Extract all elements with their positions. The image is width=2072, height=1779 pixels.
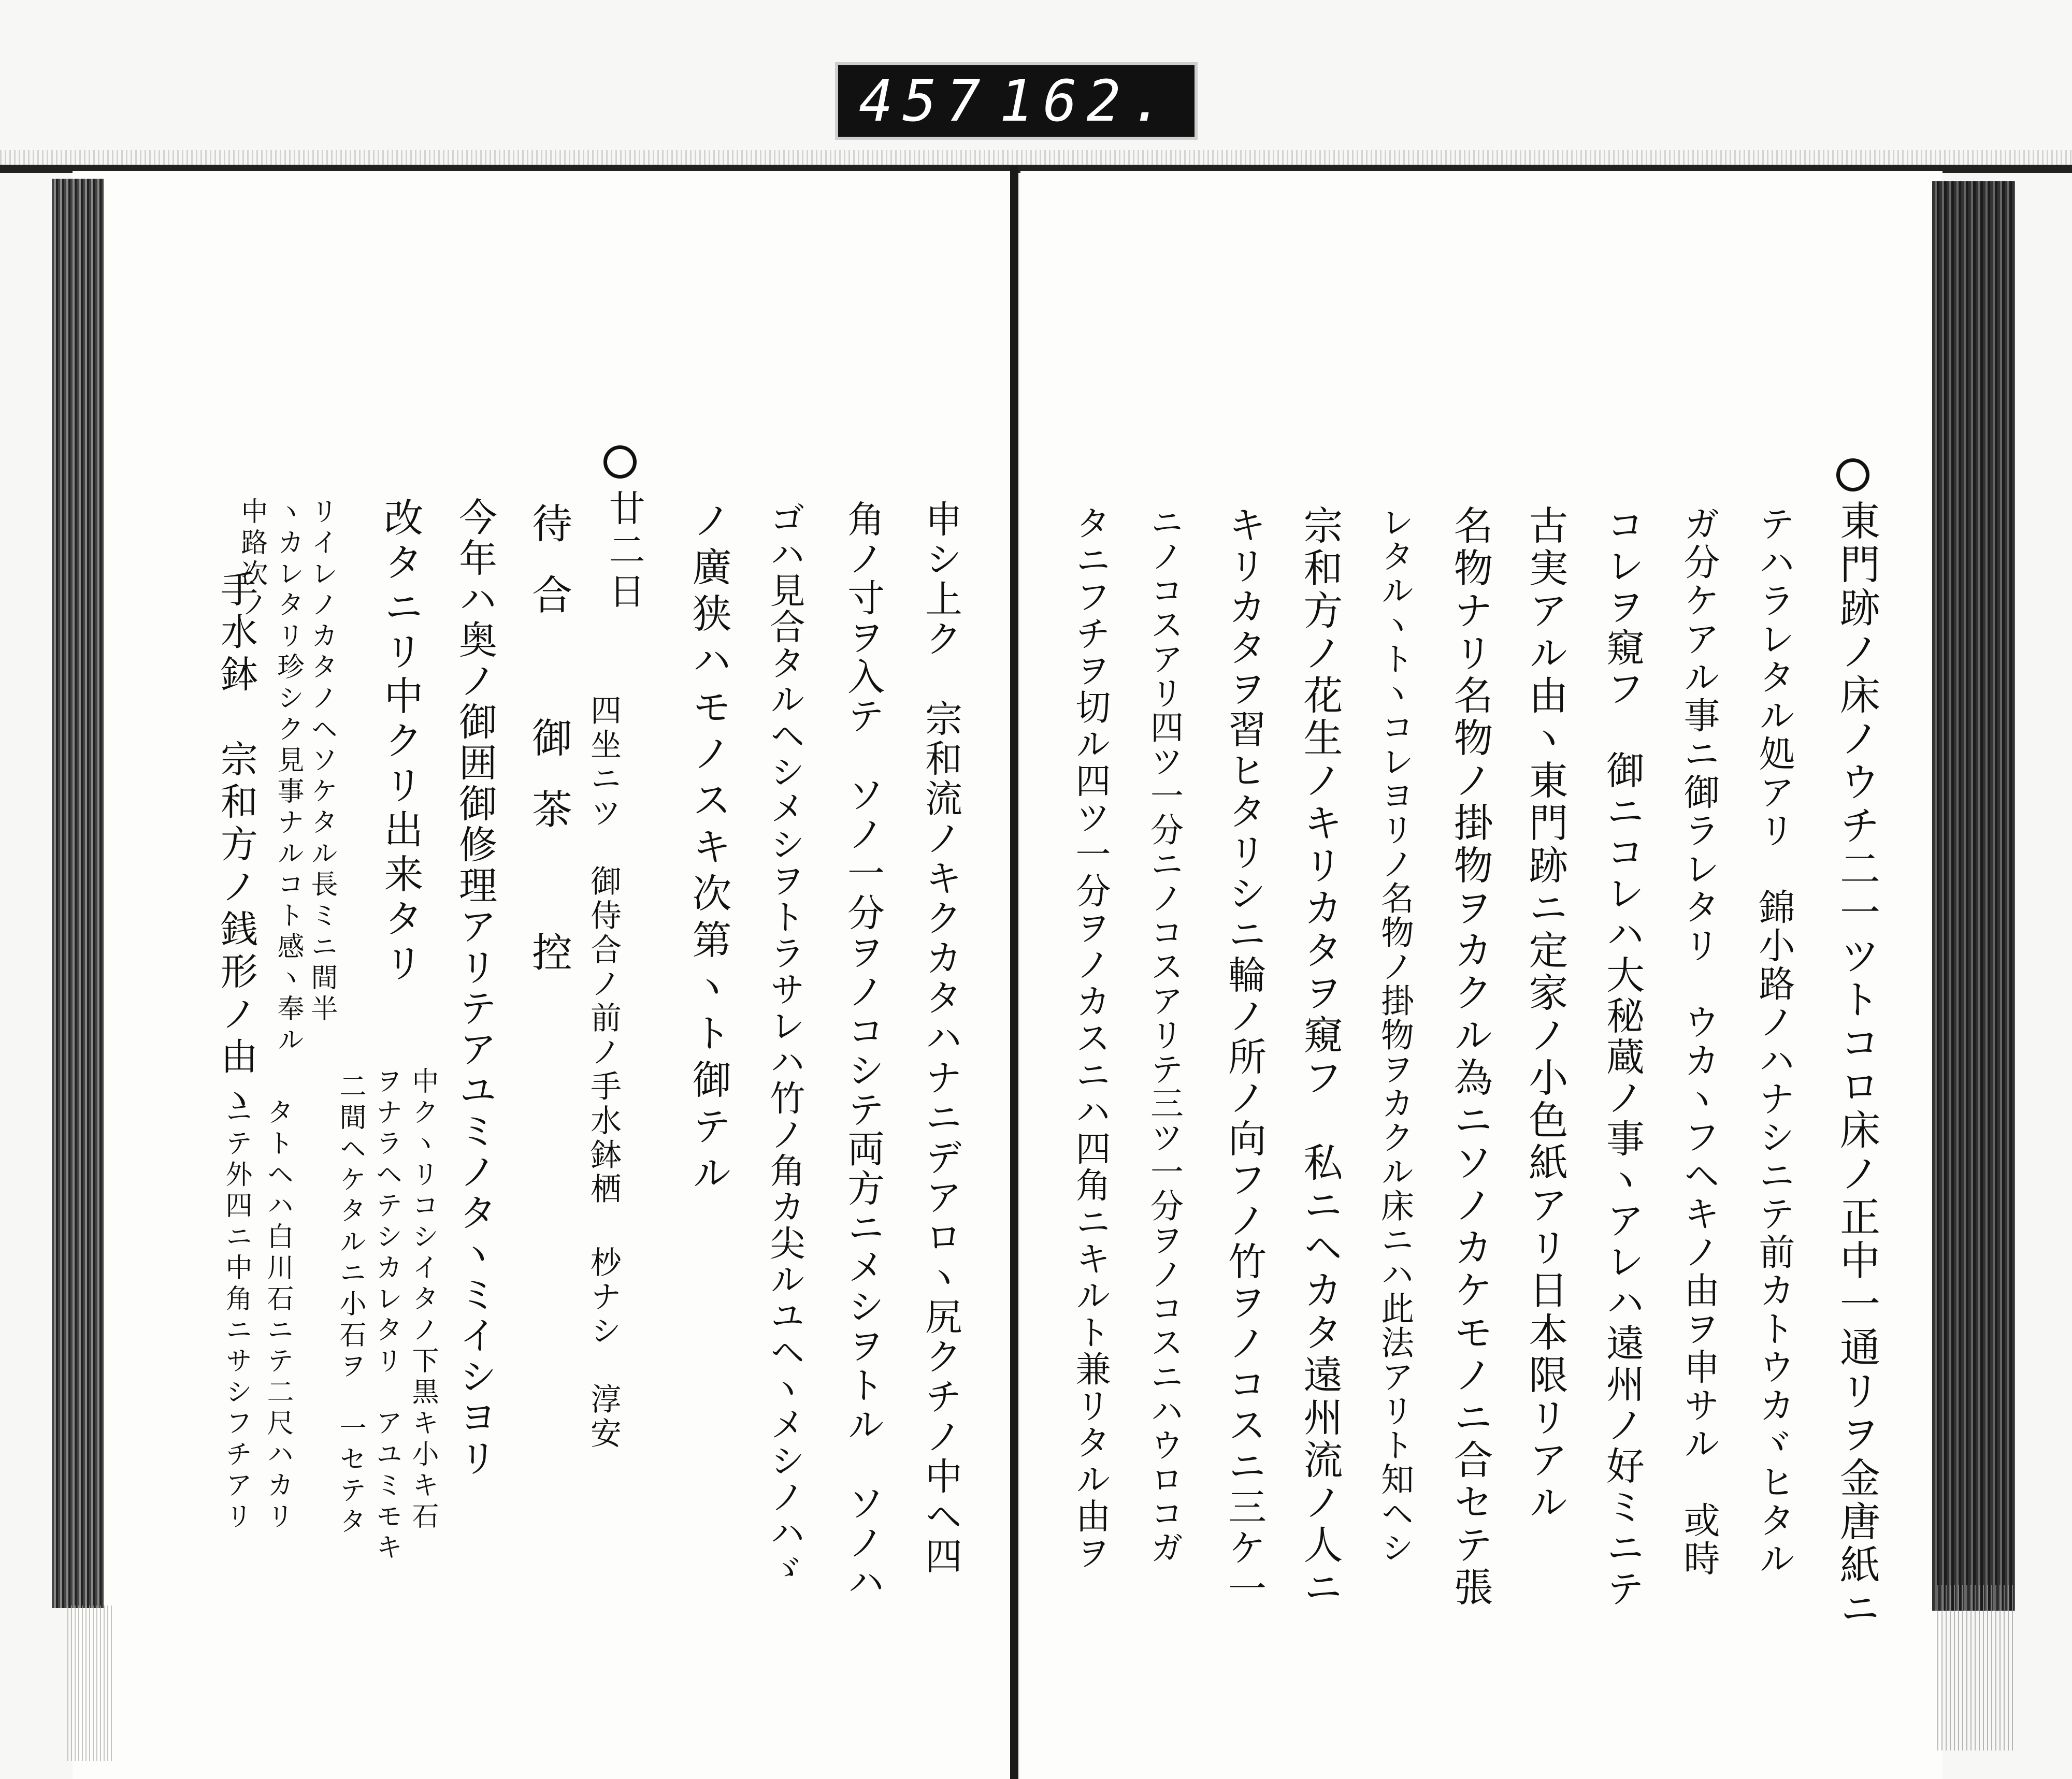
left-col-7: 四坐ニツ 御侍合ノ前ノ手水鉢栖 杪ナシ 淳安 [585, 694, 622, 1451]
section-circle-mark [1836, 458, 1869, 491]
scan-label-right: 162. [999, 68, 1174, 134]
right-col-11: タニフチヲ切ル四ツ一分ヲノカスニハ四角ニキルト兼リタル由ヲ [1070, 505, 1111, 1571]
left-col-1: 申シ上ク 宗和流ノキクカタハナニデアロヽ尻クチノ中ヘ四 [919, 500, 962, 1576]
right-page-edge [1932, 181, 2015, 1611]
section-circle-mark-2 [603, 445, 637, 479]
left-col-4: ノ廣狭ハモノスキ次第ヽト御テル [686, 500, 732, 1199]
right-col-10: ニノコスアリ四ツ一分ニノコスアリテ三ツ一分ヲノコスニハウロコガ [1145, 505, 1183, 1565]
left-col-3: ゴハ見合タルヘシメシヲトラサレハ竹ノ角カ尖ルユヘヽメシノハゞ [764, 500, 805, 1587]
right-col-6: 名物ナリ名物ノ掛物ヲカクル為ニソノカケモノニ合セテ張 [1447, 505, 1493, 1609]
right-page-edge-fade [1937, 1585, 2015, 1751]
scan-noise [0, 150, 2072, 165]
left-col-note-3: ヲナラヘテシカレタリ アユミモキ [371, 1067, 402, 1564]
left-col-note-8: ニテ外四ニ中角ニサシフチアリ [221, 1098, 252, 1533]
right-col-3: ガ分ケアル事ニ御ラレタリ ウカヽフヘキノ由ヲ申サル 或時 [1678, 505, 1720, 1578]
scan-label-left: 457 [859, 68, 990, 134]
right-col-8: 宗和方ノ花生ノキリカタヲ窺フ 私ニヘカタ遠州流ノ人ニ [1297, 505, 1343, 1609]
book-gutter [1010, 166, 1018, 1779]
right-col-4: コレヲ窺フ 御ニコレハ大秘蔵ノ事ヽアレハ遠州ノ好ミニテ [1600, 505, 1645, 1610]
right-col-7: レタルヽトヽコレヨリノ名物ノ掛物ヲカクル床ニハ此法アリト知ヘシ [1375, 505, 1414, 1565]
left-col-16: 手水鉢 宗和方ノ銭形ノ由ヽ [214, 570, 258, 1122]
left-col-date: 廿二日 [603, 489, 645, 614]
right-col-2: テハラレタル処アリ 錦小路ノハナシニテ前カトウカヾヒタル [1753, 505, 1795, 1578]
left-col-note-5: 二間ヘケタルニ小石ヲ 一セテタ [335, 1072, 366, 1538]
left-col-note-1: 中クヽリコシイタノ下黒キ小キ石 [407, 1067, 438, 1533]
left-col-2: 角ノ寸ヲ入テ ソノ一分ヲノコシテ両方ニメシヲトル ソノハ [841, 500, 885, 1602]
left-col-6: 待合 御茶 控 [525, 502, 572, 1003]
left-col-8: 今年ハ奥ノ御囲御修理アリテアユミノタヽミイシヨリ [453, 497, 497, 1479]
left-col-note-6: 中路次ノ [236, 497, 267, 621]
left-page-edge [52, 179, 104, 1608]
left-col-9: 改タニリ中クリ出来タリ [378, 497, 424, 987]
left-page-edge-fade [67, 1606, 114, 1761]
left-col-note-2: リイレノカタノヘソケタル長ミニ間半 [306, 497, 337, 1025]
left-col-note-4: ヽカレタリ珍シク見事ナルコト感ヽ奉ル [272, 497, 304, 1057]
right-col-5: 古実アル由ヽ東門跡ニ定家ノ小色紙アリ日本限リアル [1522, 505, 1569, 1524]
right-col-9: キリカタヲ習ヒタリシニ輪ノ所ノ向フノ竹ヲノコスニ三ケ一 [1222, 505, 1267, 1610]
right-col-1: 東門跡ノ床ノウチ二一ツトコロ床ノ正中一通リヲ金唐紙ニ [1833, 500, 1880, 1631]
scan-label [835, 62, 1198, 140]
left-col-note-7: タトヘハ白川石ニテ二尺ハカリ [262, 1098, 293, 1533]
